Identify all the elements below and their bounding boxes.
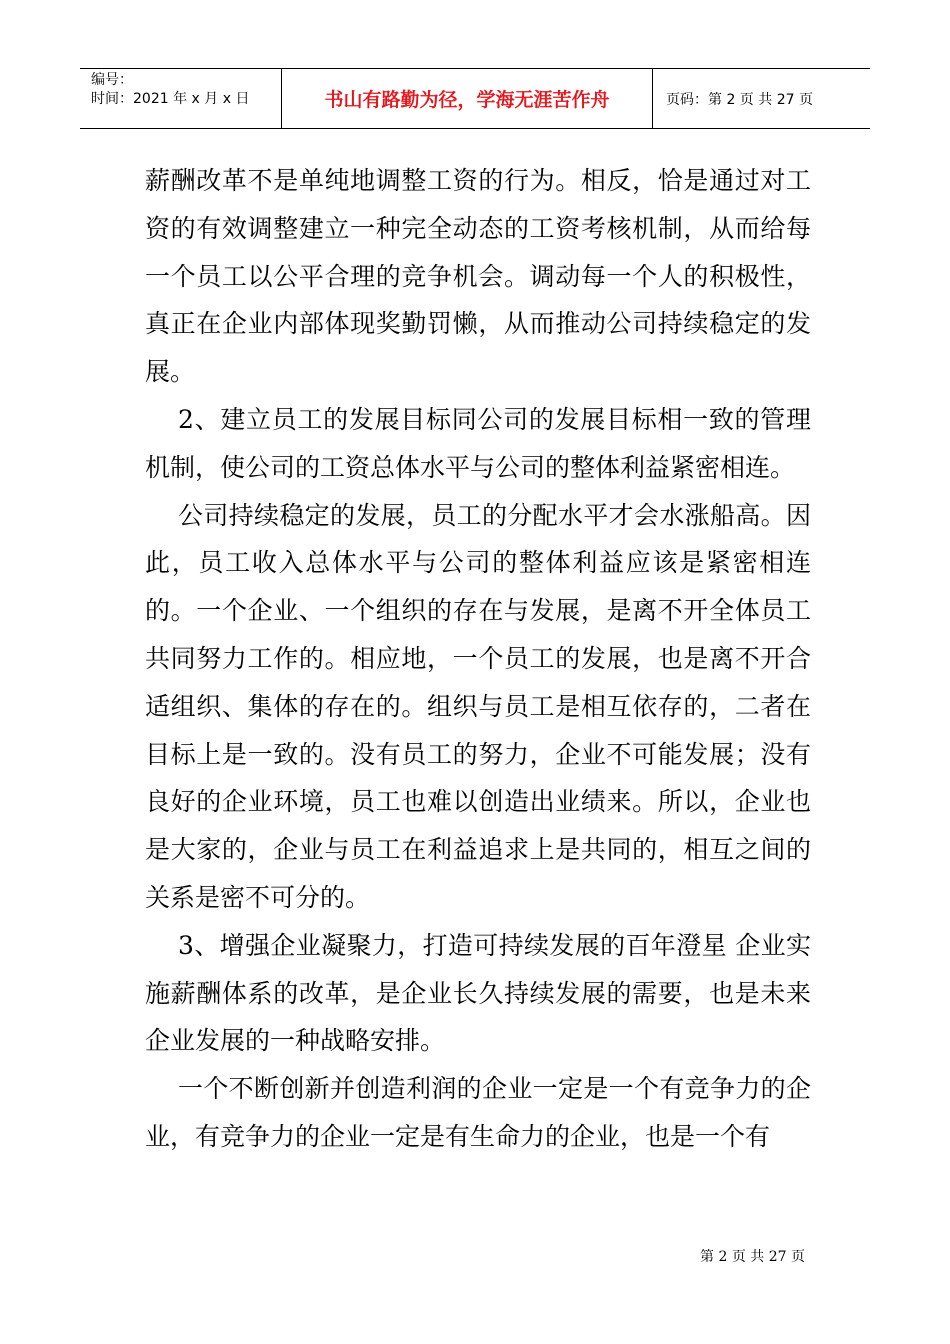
header-motto: 书山有路勤为径，学海无涯苦作舟	[282, 69, 653, 128]
body-paragraph: 2、建立员工的发展目标同公司的发展目标相一致的管理机制，使公司的工资总体水平与公司的整体利益紧密相连。	[145, 404, 811, 482]
header-meta	[80, 69, 282, 128]
document-number-label: 编号：	[91, 72, 133, 88]
body-paragraph: 薪酬改革不是单纯地调整工资的行为。相反，恰是通过对工资的有效调整建立一种完全动态的工资考核机制，从而给每一个员工以公平合理的竞争机会。调动每一个人的积极性，真正在企业内部体现奖勤罚懒，从而推动公司持续稳定的发展。	[145, 166, 811, 387]
page-footer: 第 2 页 共 27 页	[700, 1249, 805, 1265]
document-date: 时间：2021 年 x 月 x 日	[91, 91, 250, 107]
page-header	[80, 68, 870, 129]
body-paragraph: 一个不断创新并创造利润的企业一定是一个有竞争力的企业，有竞争力的企业一定是有生命力的企业，也是一个有	[145, 1074, 811, 1151]
document-body	[145, 157, 811, 1161]
body-paragraph: 3、增强企业凝聚力，打造可持续发展的百年澄星 企业实施薪酬体系的改革，是企业长久持续发展的需要，也是未来企业发展的一种战略安排。	[145, 930, 811, 1056]
body-paragraph: 公司持续稳定的发展，员工的分配水平才会水涨船高。因此，员工收入总体水平与公司的整体利益应该是紧密相连的。一个企业、一个组织的存在与发展，是离不开全体员工共同努力工作的。相应地，一个员工的发展，也是离不开合适组织、集体的存在的。组织与员工是相互依存的，二者在目标上是一致的。没有员工的努力，企业不可能发展；没有良好的企业环境，员工也难以创造出业绩来。所以，企业也是大家的，企业与员工在利益追求上是共同的，相互之间的关系是密不可分的。	[145, 500, 811, 912]
header-page-info: 页码：第 2 页 共 27 页	[666, 91, 813, 108]
